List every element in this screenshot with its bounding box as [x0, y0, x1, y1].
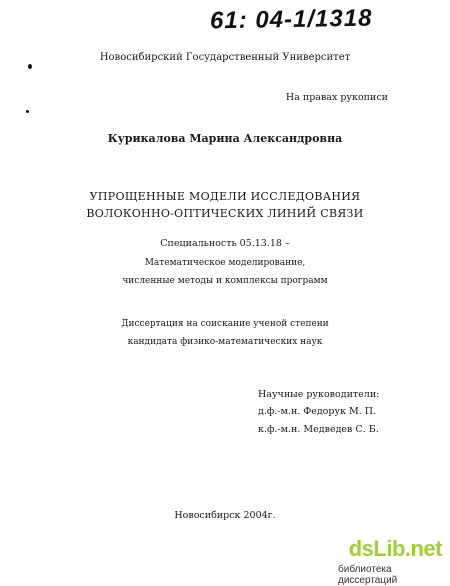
specialty-line1: Математическое моделирование,	[144, 258, 306, 268]
thesis-title-line2: ВОЛОКОННО-ОПТИЧЕСКИХ ЛИНИЙ СВЯЗИ	[86, 207, 364, 220]
specialty-line2: численные методы и комплексы программ	[122, 276, 328, 286]
watermark-logo[interactable]: dsLib.net	[348, 536, 442, 561]
manuscript-rights: На правах рукописи	[285, 92, 388, 103]
archive-stamp: 61: 04-1/1318	[209, 4, 373, 35]
dissertation-line1: Диссертация на соискание ученой степени	[121, 319, 329, 329]
dissertation-line2: кандидата физико-математических наук	[127, 337, 323, 347]
author-name: Курикалова Марина Александровна	[107, 132, 343, 145]
scan-speck	[28, 64, 32, 69]
supervisor-2: к.ф.-м.н. Медведев С. Б.	[258, 424, 379, 435]
scan-speck	[26, 110, 29, 113]
university-name: Новосибирский Государственный Университет	[99, 52, 351, 63]
supervisor-1: д.ф.-м.н. Федорук М. П.	[258, 406, 377, 417]
watermark[interactable]	[338, 536, 448, 586]
specialty-label: Специальность 05.13.18 –	[160, 238, 290, 249]
thesis-title-line1: УПРОЩЕННЫЕ МОДЕЛИ ИССЛЕДОВАНИЯ	[89, 190, 361, 203]
city-year: Новосибирск 2004г.	[174, 510, 276, 521]
watermark-subtitle: библиотека диссертаций	[338, 564, 398, 586]
supervisors-heading: Научные руководители:	[258, 389, 380, 400]
